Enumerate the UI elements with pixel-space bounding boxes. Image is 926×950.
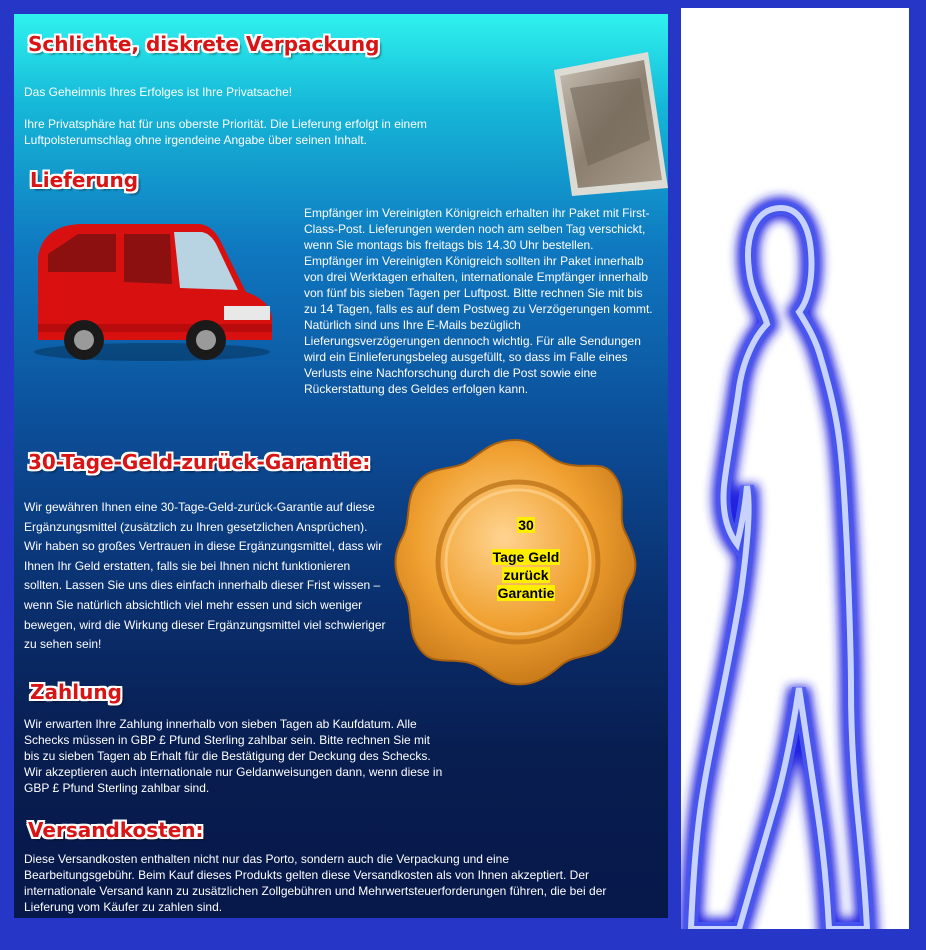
sidebar-image-panel: [681, 8, 909, 929]
seal-line-2: zurück: [503, 567, 549, 583]
packaging-intro: Das Geheimnis Ihres Erfolges ist Ihre Privatsache!: [24, 85, 293, 99]
guarantee-heading: 30-Tage-Geld-zurück-Garantie:: [28, 450, 371, 474]
seal-line-3: Garantie: [497, 585, 555, 601]
payment-heading: Zahlung: [30, 680, 122, 704]
delivery-heading: Lieferung: [30, 168, 139, 192]
shipping-text: Diese Versandkosten enthalten nicht nur das Porto, sondern auch die Verpackung und eine Bearbeitungsgebühr. Beim Kauf dieses Produkts gelten diese Versandkosten als von Ihnen akzeptiert. Der internationale Versand kann zu zusätzlichen Zollgebühren und Mehrwertsteuerforderungen führen, die bei der Lieferung vom Käufer zu zahlen sind.: [24, 852, 607, 914]
guarantee-text: Wir gewähren Ihnen eine 30-Tage-Geld-zurück-Garantie auf diese Ergänzungsmittel (zusätzlich zu Ihren gesetzlichen Ansprüchen). Wir haben so großes Vertrauen in diese Ergänzungsmittel, dass wir Ihnen Ihr Geld erstatten, falls sie bei Ihnen nicht funktionieren sollten. Lassen Sie uns dies einfach innerhalb dieser Frist wissen – wenn Sie natürlich absichtlich viel mehr essen und sich weniger bewegen, wird die Wirkung dieser Ergänzungsmittel viel schwieriger zu sehen sein!: [24, 500, 386, 652]
delivery-text: Empfänger im Vereinigten Königreich erhalten ihr Paket mit First-Class-Post. Lieferungen werden noch am selben Tag verschickt, wenn Sie montags bis freitags bis 14.30 Uhr bestellen. Empfänger im Vereinigten Königreich sollten ihr Paket innerhalb von drei Werktagen erhalten, internationale Empfänger innerhalb von fünf bis sieben Tagen per Luftpost. Bitte rechnen Sie mit bis zu 14 Tagen, falls es auf dem Postweg zu Verzögerungen kommt. Natürlich sind uns Ihre E-Mails bezüglich Lieferungsverzögerungen dennoch wichtig. Für alle Sendungen wird ein Einlieferungsbeleg ausgefüllt, so dass im Falle eines Verlusts eine Nachforschung durch die Post sowie eine Rückerstattung des Geldes erfolgen kann.: [304, 206, 653, 396]
seal-label: [484, 516, 568, 602]
content-panel: [14, 14, 668, 918]
payment-text: Wir erwarten Ihre Zahlung innerhalb von sieben Tagen ab Kaufdatum. Alle Schecks müssen in GBP £ Pfund Sterling zahlbar sein. Bitte rechnen Sie mit bis zu sieben Tagen ab Erhalt für die Bestätigung der Deckung des Schecks. Wir akzeptieren auch internationale nur Geldanweisungen dann, wenn diese in GBP £ Pfund Sterling zahlbar sind.: [24, 717, 443, 795]
seal-number: 30: [518, 517, 534, 533]
envelope-image: [544, 48, 668, 198]
seal-line-1: Tage Geld: [492, 549, 560, 565]
packaging-text: Ihre Privatsphäre hat für uns oberste Priorität. Die Lieferung erfolgt in einem Luftpolsterumschlag ohne irgendeine Angabe über seinen Inhalt.: [24, 117, 427, 147]
shipping-heading: Versandkosten:: [28, 818, 204, 842]
packaging-heading: Schlichte, diskrete Verpackung: [28, 32, 380, 56]
red-van-image: [24, 214, 274, 364]
glowing-body-silhouette: [681, 8, 909, 929]
